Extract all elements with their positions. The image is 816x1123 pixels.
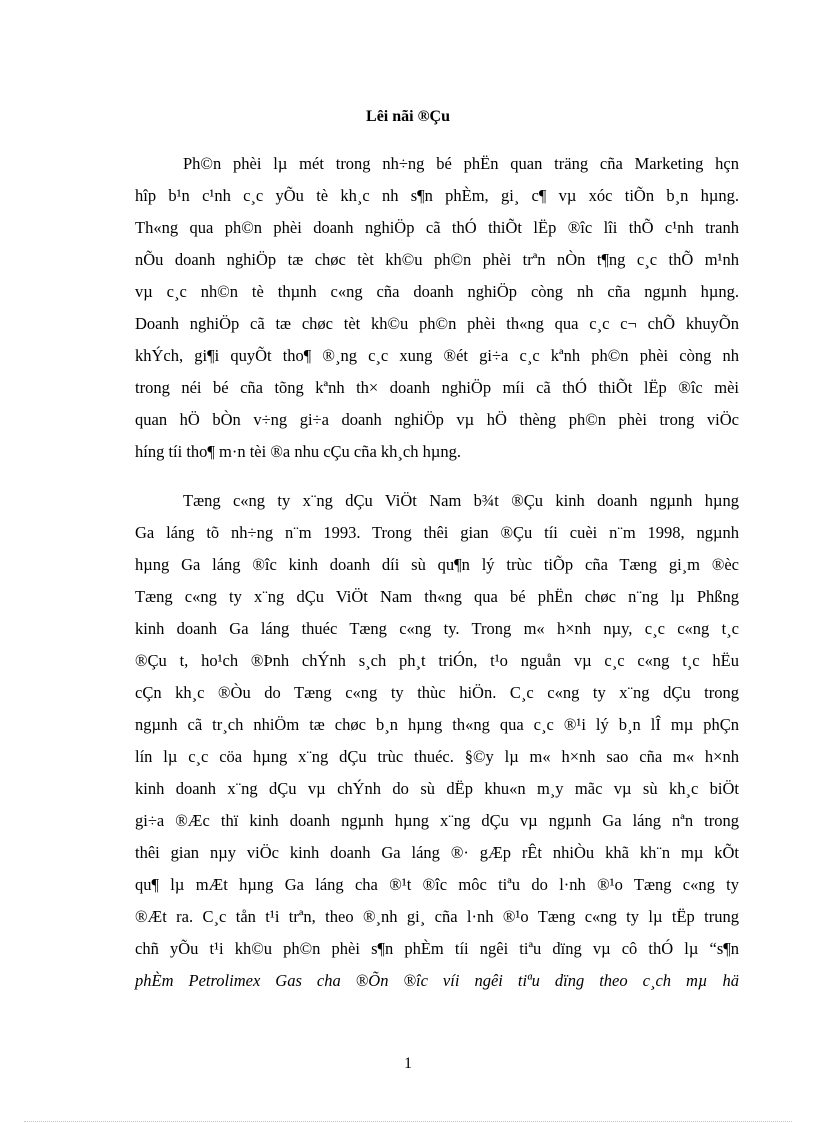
text-line: chñ yÕu t¹i kh©u ph©n phèi s¶n phÈm tíi ngêi tiªu dïng vµ cô thÓ lµ “s¶n bbox=[135, 939, 739, 958]
text-line: ngµnh cã tr¸ch nhiÖm tæ chøc b¸n hµng th«ng qua c¸c ®¹i lý b¸n lÎ mµ phÇn bbox=[135, 715, 739, 734]
text-line: phÈm Petrolimex Gas cha ®Õn ®îc víi ngêi tiªu dïng theo c¸ch mµ hä bbox=[135, 971, 739, 990]
text-line: khÝch, gi¶i quyÕt tho¶ ®¸ng c¸c xung ®ét gi÷a c¸c kªnh ph©n phèi còng nh bbox=[135, 346, 739, 365]
page-title: Lêi nãi ®Çu bbox=[366, 108, 450, 125]
text-line: Ga láng tõ nh÷ng n¨m 1993. Trong thêi gian ®Çu tíi cuèi n¨m 1998, ngµnh bbox=[135, 523, 739, 542]
text-line: Ph©n phèi lµ mét trong nh÷ng bé phËn quan träng cña Marketing hçn bbox=[183, 154, 739, 173]
text-line: vµ c¸c nh©n tè thµnh c«ng cña doanh nghiÖp còng nh cña ngµnh hµng. bbox=[135, 282, 739, 301]
text-line: thêi gian nµy viÖc kinh doanh Ga láng ®· gÆp rÊt nhiÒu khã kh¨n mµ kÕt bbox=[135, 843, 739, 862]
paragraph-2 bbox=[135, 485, 739, 997]
text-line: qu¶ lµ mÆt hµng Ga láng cha ®¹t ®îc môc tiªu do l·nh ®¹o Tæng c«ng ty bbox=[135, 875, 739, 894]
page-number: 1 bbox=[404, 1055, 412, 1072]
text-line: kinh doanh x¨ng dÇu vµ chÝnh do sù dËp khu«n m¸y mãc vµ sù kh¸c biÖt bbox=[135, 779, 739, 798]
text-line: híng tíi tho¶ m·n tèi ®a nhu cÇu cña kh¸ch hµng. bbox=[135, 442, 462, 461]
text-line: nÕu doanh nghiÖp tæ chøc tèt kh©u ph©n phèi trªn nÒn t¶ng c¸c thÕ m¹nh bbox=[135, 250, 739, 269]
text-line: hµng Ga láng ®îc kinh doanh díi sù qu¶n lý trùc tiÕp cña Tæng gi¸m ®èc bbox=[135, 555, 739, 574]
text-line: Th«ng qua ph©n phèi doanh nghiÖp cã thÓ thiÕt lËp ®îc lîi thÕ c¹nh tranh bbox=[135, 218, 739, 237]
page-divider bbox=[24, 1121, 792, 1122]
text-line: Tæng c«ng ty x¨ng dÇu ViÖt Nam b¾t ®Çu kinh doanh ngµnh hµng bbox=[183, 491, 739, 510]
text-line: Doanh nghiÖp cã tæ chøc tèt kh©u ph©n phèi th«ng qua c¸c c¬ chÕ khuyÕn bbox=[135, 314, 739, 333]
text-line: trong néi bé cña tõng kªnh th× doanh nghiÖp míi cã thÓ thiÕt lËp ®îc mèi bbox=[135, 378, 739, 397]
text-line: quan hÖ bÒn v÷ng gi÷a doanh nghiÖp vµ hÖ thèng ph©n phèi trong viÖc bbox=[135, 410, 739, 429]
text-line: hîp b¹n c¹nh c¸c yÕu tè kh¸c nh s¶n phÈm, gi¸ c¶ vµ xóc tiÕn b¸n hµng. bbox=[135, 186, 739, 205]
text-line: ®Çu t, ho¹ch ®Þnh chÝnh s¸ch ph¸t triÓn, t¹o nguån vµ c¸c c«ng t¸c hËu bbox=[135, 651, 739, 670]
text-line: Tæng c«ng ty x¨ng dÇu ViÖt Nam th«ng qua bé phËn chøc n¨ng lµ Phßng bbox=[135, 587, 739, 606]
text-line: gi÷a ®Æc thï kinh doanh ngµnh hµng x¨ng dÇu vµ ngµnh Ga láng nªn trong bbox=[135, 811, 739, 830]
paragraph-1 bbox=[135, 148, 739, 468]
text-line: lín lµ c¸c cöa hµng x¨ng dÇu trùc thuéc. §©y lµ m« h×nh sao cña m« h×nh bbox=[135, 747, 739, 766]
text-line: cÇn kh¸c ®Òu do Tæng c«ng ty thùc hiÖn. C¸c c«ng ty x¨ng dÇu trong bbox=[135, 683, 739, 702]
text-line: kinh doanh Ga láng thuéc Tæng c«ng ty. Trong m« h×nh nµy, c¸c c«ng t¸c bbox=[135, 619, 739, 638]
text-line: ®Æt ra. C¸c tån t¹i trªn, theo ®¸nh gi¸ cña l·nh ®¹o Tæng c«ng ty lµ tËp trung bbox=[135, 907, 739, 926]
